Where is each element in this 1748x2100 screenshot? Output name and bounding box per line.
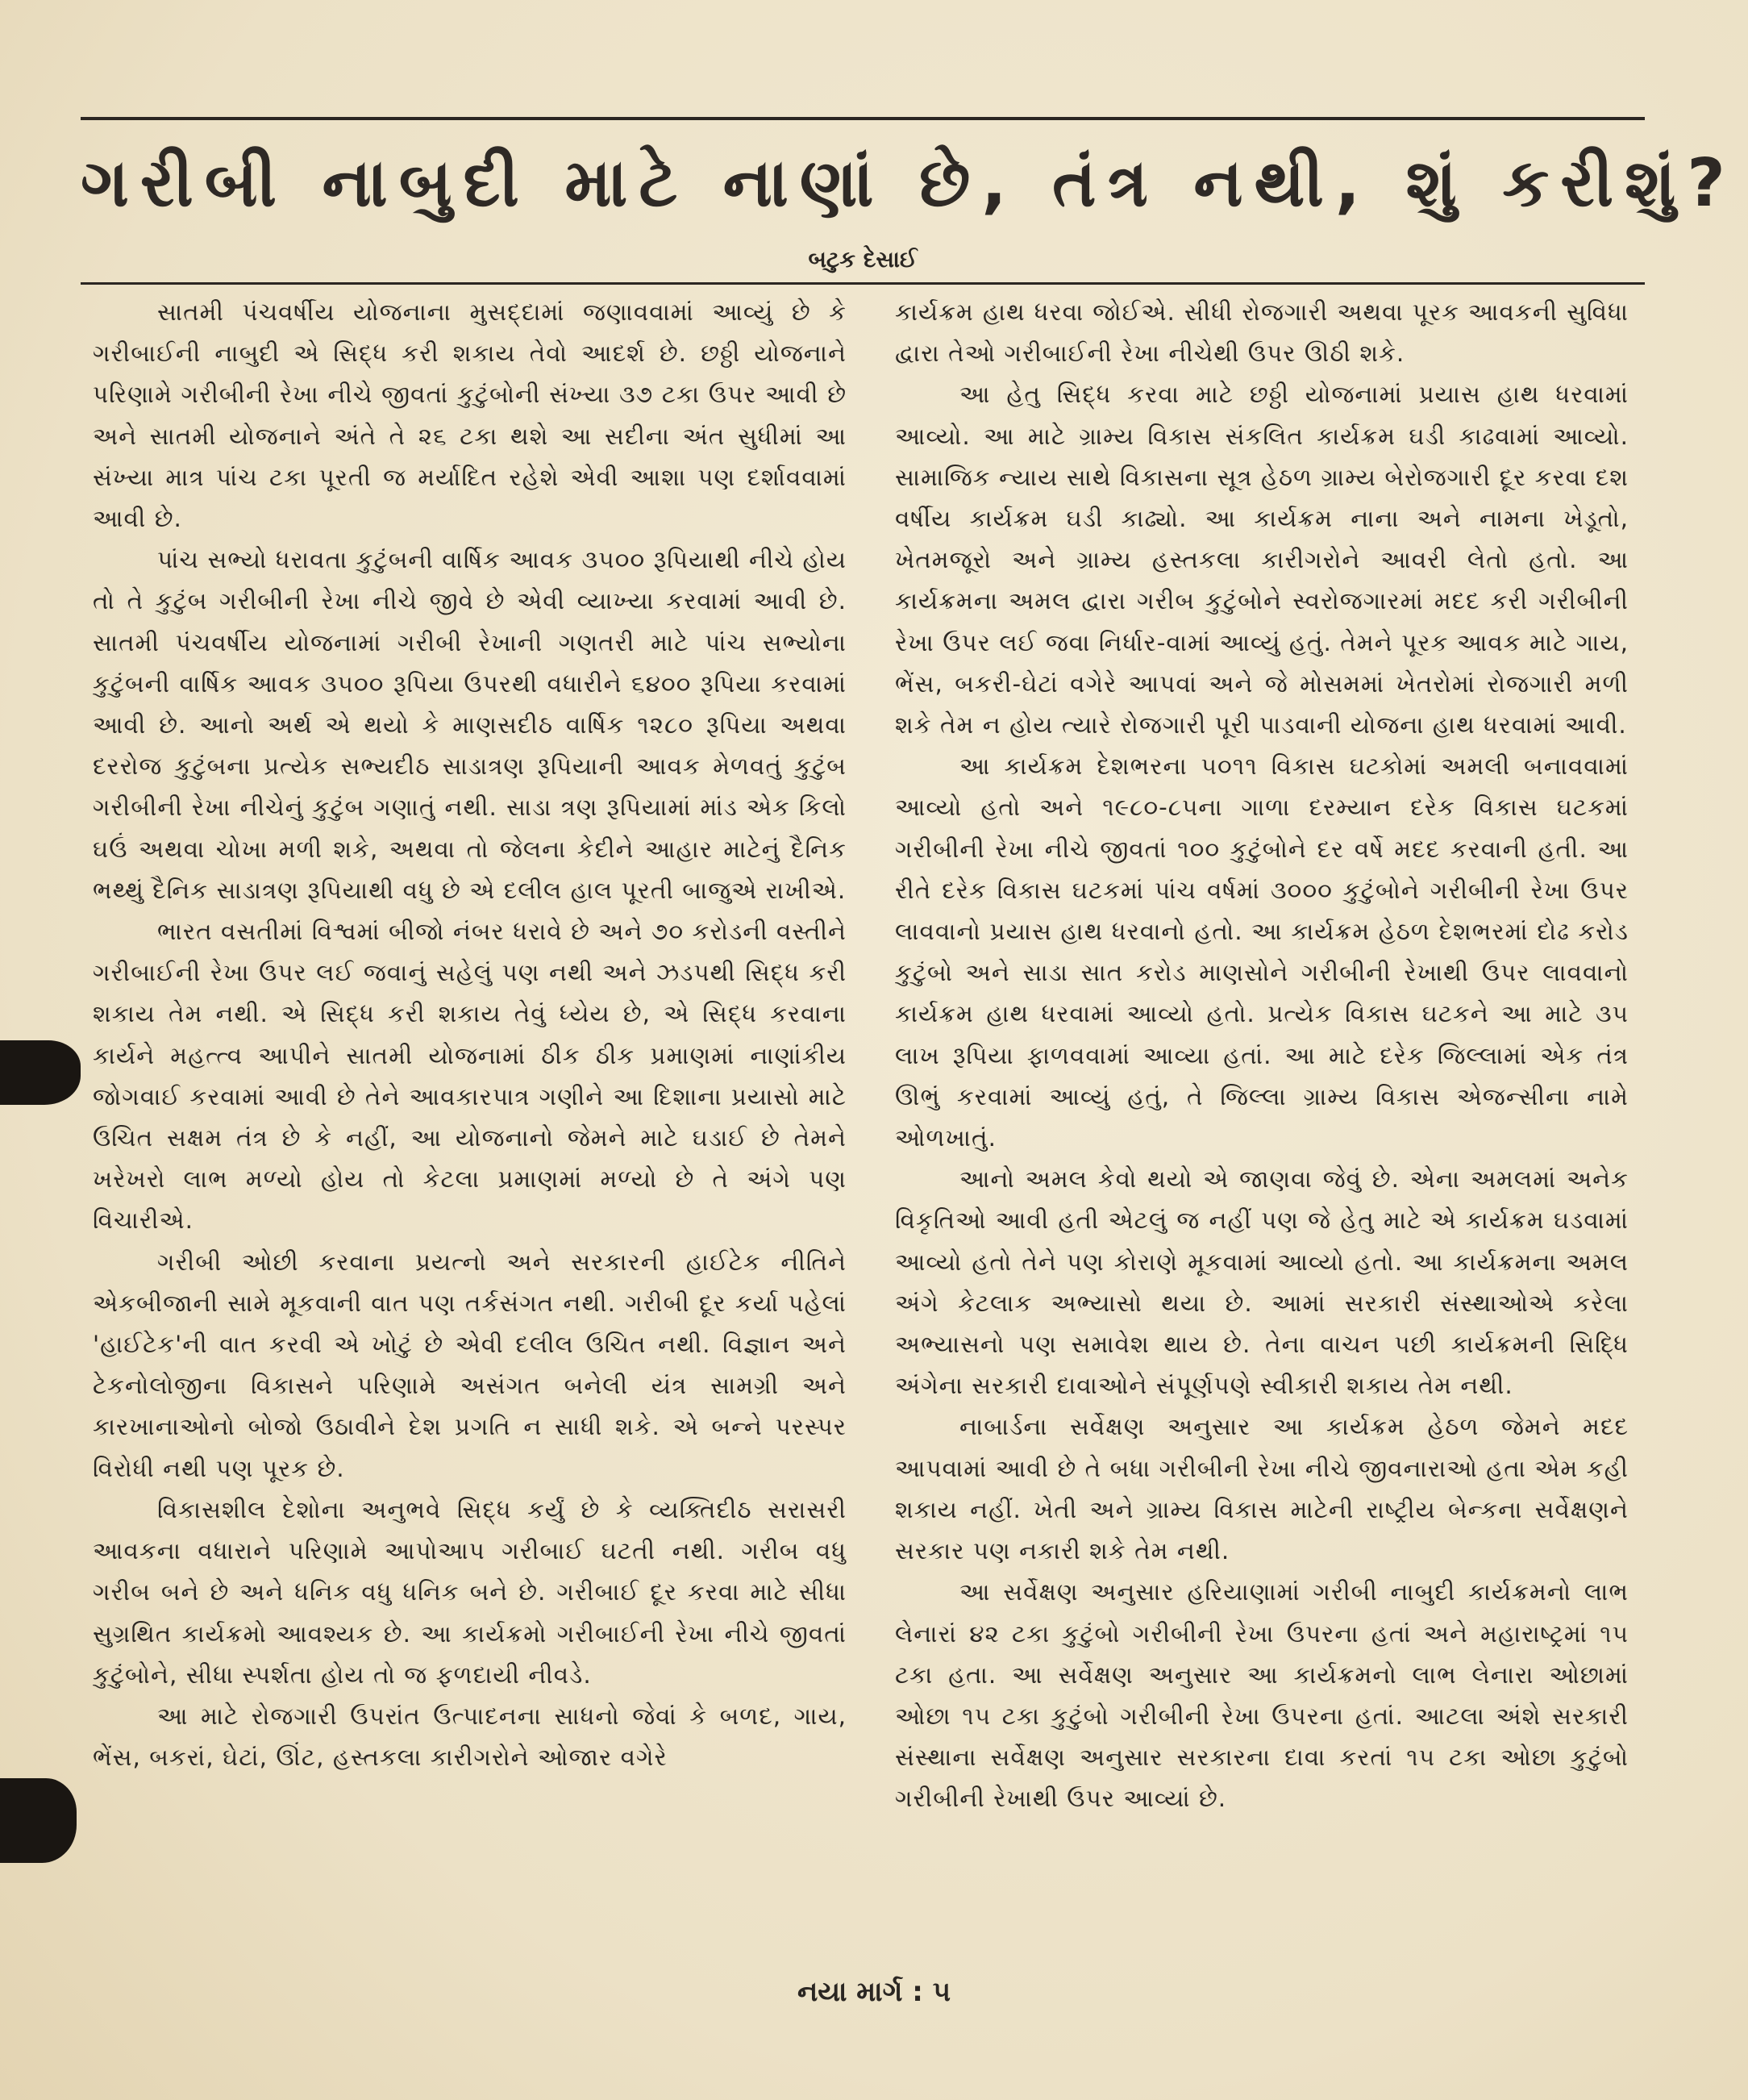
- paper-tear-mark: [0, 1778, 77, 1863]
- paragraph: પાંચ સભ્યો ધરાવતા કુટુંબની વાર્ષિક આવક ૩૫૦૦ રૂપિયાથી નીચે હોય તો તે કુટુંબ ગરીબીની રેખા નીચે જીવે છે એવી વ્યાખ્યા કરવામાં આવી છે. સાતમી પંચવર્ષીય યોજનામાં ગરીબી રેખાની ગણતરી માટે પાંચ સભ્યોના કુટુંબની વાર્ષિક આવક ૩૫૦૦ રૂપિયા ઉપરથી વધારીને ૬૪૦૦ રૂપિયા કરવામાં આવી છે. આનો અર્થ એ થયો કે માણસદીઠ વાર્ષિક ૧૨૮૦ રૂપિયા અથવા દરરોજ કુટુંબના પ્રત્યેક સભ્યદીઠ સાડાત્રણ રૂપિયાની આવક મેળવતું કુટુંબ ગરીબીની રેખા નીચેનું કુટુંબ ગણાતું નથી. સાડા ત્રણ રૂપિયામાં માંડ એક કિલો ઘઉં અથવા ચોખા મળી શકે, અથવા તો જેલના કેદીને આહાર માટેનું દૈનિક ભથ્થું દૈનિક સાડાત્રણ રૂપિયાથી વધુ છે એ દલીલ હાલ પૂરતી બાજુએ રાખીએ.: [93, 546, 847, 904]
- paragraph: આ સર્વેક્ષણ અનુસાર હરિયાણામાં ગરીબી નાબુદી કાર્યક્રમનો લાભ લેનારાં ૪૨ ટકા કુટુંબો ગરીબીની રેખા ઉપરના હતાં અને મહારાષ્ટ્રમાં ૧૫ ટકા હતા. આ સર્વેક્ષણ અનુસાર આ કાર્યક્રમનો લાભ લેનારા ઓછામાં ઓછા ૧૫ ટકા કુટુંબો ગરીબીની રેખા ઉપરના હતાં. આટલા અંશે સરકારી સંસ્થાના સર્વેક્ષણ અનુસાર સરકારના દાવા કરતાં ૧૫ ટકા ઓછા કુટુંબો ગરીબીની રેખાથી ઉપર આવ્યાં છે.: [895, 1578, 1629, 1813]
- paragraph: વિકાસશીલ દેશોના અનુભવે સિદ્ધ કર્યું છે કે વ્યક્તિદીઠ સરાસરી આવકના વધારાને પરિણામે આપોઆપ ગરીબાઈ ઘટતી નથી. ગરીબ વધુ ગરીબ બને છે અને ધનિક વધુ ધનિક બને છે. ગરીબાઈ દૂર કરવા માટે સીધા સુગ્રથિત કાર્યક્રમો આવશ્યક છે. આ કાર્યક્રમો ગરીબાઈની રેખા નીચે જીવતાં કુટુંબોને, સીધા સ્પર્શતા હોય તો જ ફળદાયી નીવડે.: [93, 1495, 847, 1689]
- paragraph: આ માટે રોજગારી ઉપરાંત ઉત્પાદનના સાધનો જેવાં કે બળદ, ગાય, ભેંસ, બકરાં, ઘેટાં, ઊંટ, હસ્તકલા કારીગરોને ઓજાર વગેરે: [93, 1702, 847, 1772]
- paragraph: ભારત વસતીમાં વિશ્વમાં બીજો નંબર ધરાવે છે અને ૭૦ કરોડની વસ્તીને ગરીબાઈની રેખા ઉપર લઈ જવાનું સહેલું પણ નથી અને ઝડપથી સિદ્ધ કરી શકાય તેમ નથી. એ સિદ્ધ કરી શકાય તેવું ધ્યેય છે, એ સિદ્ધ કરવાના કાર્યને મહત્ત્વ આપીને સાતમી યોજનામાં ઠીક ઠીક પ્રમાણમાં નાણાંકીય જોગવાઈ કરવામાં આવી છે તેને આવકારપાત્ર ગણીને આ દિશાના પ્રયાસો માટે ઉચિત સક્ષમ તંત્ર છે કે નહીં, આ યોજનાનો જેમને માટે ઘડાઈ છે તેમને ખરેખરો લાભ મળ્યો હોય તો કેટલા પ્રમાણમાં મળ્યો છે તે અંગે પણ વિચારીએ.: [93, 918, 847, 1235]
- paragraph: સાતમી પંચવર્ષીય યોજનાના મુસદ્દામાં જણાવવામાં આવ્યું છે કે ગરીબાઈની નાબુદી એ સિદ્ધ કરી શકાય તેવો આદર્શ છે. છઠ્ઠી યોજનાને પરિણામે ગરીબીની રેખા નીચે જીવતાં કુટુંબોની સંખ્યા ૩૭ ટકા ઉપર આવી છે અને સાતમી યોજનાને અંતે તે ૨૬ ટકા થશે આ સદીના અંત સુધીમાં આ સંખ્યા માત્ર પાંચ ટકા પૂરતી જ મર્યાદિત રહેશે એવી આશા પણ દર્શાવવામાં આવી છે.: [93, 298, 847, 533]
- header-top-rule: [81, 117, 1645, 120]
- paragraph: આ હેતુ સિદ્ધ કરવા માટે છઠ્ઠી યોજનામાં પ્રયાસ હાથ ધરવામાં આવ્યો. આ માટે ગ્રામ્ય વિકાસ સંકલિત કાર્યક્રમ ઘડી કાઢવામાં આવ્યો. સામાજિક ન્યાય સાથે વિકાસના સૂત્ર હેઠળ ગ્રામ્ય બેરોજગારી દૂર કરવા દશ વર્ષીય કાર્યક્રમ ઘડી કાઢ્યો. આ કાર્યક્રમ નાના અને નામના ખેડૂતો, ખેતમજૂરો અને ગ્રામ્ય હસ્તકલા કારીગરોને આવરી લેતો હતો. આ કાર્યક્રમના અમલ દ્વારા ગરીબ કુટુંબોને સ્વરોજગારમાં મદદ કરી ગરીબીની રેખા ઉપર લઈ જવા નિર્ધાર-વામાં આવ્યું હતું. તેમને પૂરક આવક માટે ગાય, ભેંસ, બકરી-ઘેટાં વગેરે આપવાં અને જે મોસમમાં ખેતરોમાં રોજગારી મળી શકે તેમ ન હોય ત્યારે રોજગારી પૂરી પાડવાની યોજના હાથ ધરવામાં આવી.: [895, 381, 1629, 740]
- right-column: [895, 292, 1629, 1929]
- paragraph-continued: કાર્યક્રમ હાથ ધરવા જોઈએ. સીધી રોજગારી અથવા પૂરક આવકની સુવિધા દ્વારા તેઓ ગરીબાઈની રેખા નીચેથી ઉપર ઊઠી શકે.: [895, 298, 1629, 368]
- left-column: [93, 292, 847, 1929]
- article-title: ગરીબી નાબુદી માટે નાણાં છે, તંત્ર નથી, શું કરીશું?: [81, 145, 1737, 222]
- paragraph: નાબાર્ડના સર્વેક્ષણ અનુસાર આ કાર્યક્રમ હેઠળ જેમને મદદ આપવામાં આવી છે તે બધા ગરીબીની રેખા નીચે જીવનારાઓ હતા એમ કહી શકાય નહીં. ખેતી અને ગ્રામ્ય વિકાસ માટેની રાષ્ટ્રીય બેન્કના સર્વેક્ષણને સરકાર પણ નકારી શકે તેમ નથી.: [895, 1413, 1629, 1565]
- header-bottom-rule: [81, 282, 1645, 285]
- article-byline: બટુક દેસાઈ: [808, 246, 918, 273]
- paper-tear-mark: [0, 1040, 81, 1105]
- page-folio: નયા માર્ગ : ૫: [797, 1976, 951, 2008]
- paragraph: આ કાર્યક્રમ દેશભરના ૫૦૧૧ વિકાસ ઘટકોમાં અમલી બનાવવામાં આવ્યો હતો અને ૧૯૮૦-૮૫ના ગાળા દરમ્યાન દરેક વિકાસ ઘટકમાં ગરીબીની રેખા નીચે જીવતાં ૧૦૦ કુટુંબોને દર વર્ષે મદદ કરવાની હતી. આ રીતે દરેક વિકાસ ઘટકમાં પાંચ વર્ષમાં ૩૦૦૦ કુટુંબોને ગરીબીની રેખા ઉપર લાવવાનો પ્રયાસ હાથ ધરવાનો હતો. આ કાર્યક્રમ હેઠળ દેશભરમાં દોઢ કરોડ કુટુંબો અને સાડા સાત કરોડ માણસોને ગરીબીની રેખાથી ઉપર લાવવાનો કાર્યક્રમ હાથ ધરવામાં આવ્યો હતો. પ્રત્યેક વિકાસ ઘટકને આ માટે ૩૫ લાખ રૂપિયા ફાળવવામાં આવ્યા હતાં. આ માટે દરેક જિલ્લામાં એક તંત્ર ઊભું કરવામાં આવ્યું હતું, તે જિલ્લા ગ્રામ્ય વિકાસ એજન્સીના નામે ઓળખાતું.: [895, 752, 1629, 1152]
- paragraph: આનો અમલ કેવો થયો એ જાણવા જેવું છે. એના અમલમાં અનેક વિકૃતિઓ આવી હતી એટલું જ નહીં પણ જે હેતુ માટે એ કાર્યક્રમ ઘડવામાં આવ્યો હતો તેને પણ કોરાણે મૂકવામાં આવ્યો હતો. આ કાર્યક્રમના અમલ અંગે કેટલાક અભ્યાસો થયા છે. આમાં સરકારી સંસ્થાઓએ કરેલા અભ્યાસનો પણ સમાવેશ થાય છે. તેના વાચન પછી કાર્યક્રમની સિદ્ધિ અંગેના સરકારી દાવાઓને સંપૂર્ણપણે સ્વીકારી શકાય તેમ નથી.: [895, 1165, 1629, 1400]
- paragraph: ગરીબી ઓછી કરવાના પ્રયત્નો અને સરકારની હાઈટેક નીતિને એકબીજાની સામે મૂકવાની વાત પણ તર્કસંગત નથી. ગરીબી દૂર કર્યા પહેલાં 'હાઈટેક'ની વાત કરવી એ ખોટું છે એવી દલીલ ઉચિત નથી. વિજ્ઞાન અને ટેકનોલોજીના વિકાસને પરિણામે અસંગત બનેલી યંત્ર સામગ્રી અને કારખાનાઓનો બોજો ઉઠાવીને દેશ પ્રગતિ ન સાધી શકે. એ બન્ને પરસ્પર વિરોધી નથી પણ પૂરક છે.: [93, 1248, 847, 1482]
